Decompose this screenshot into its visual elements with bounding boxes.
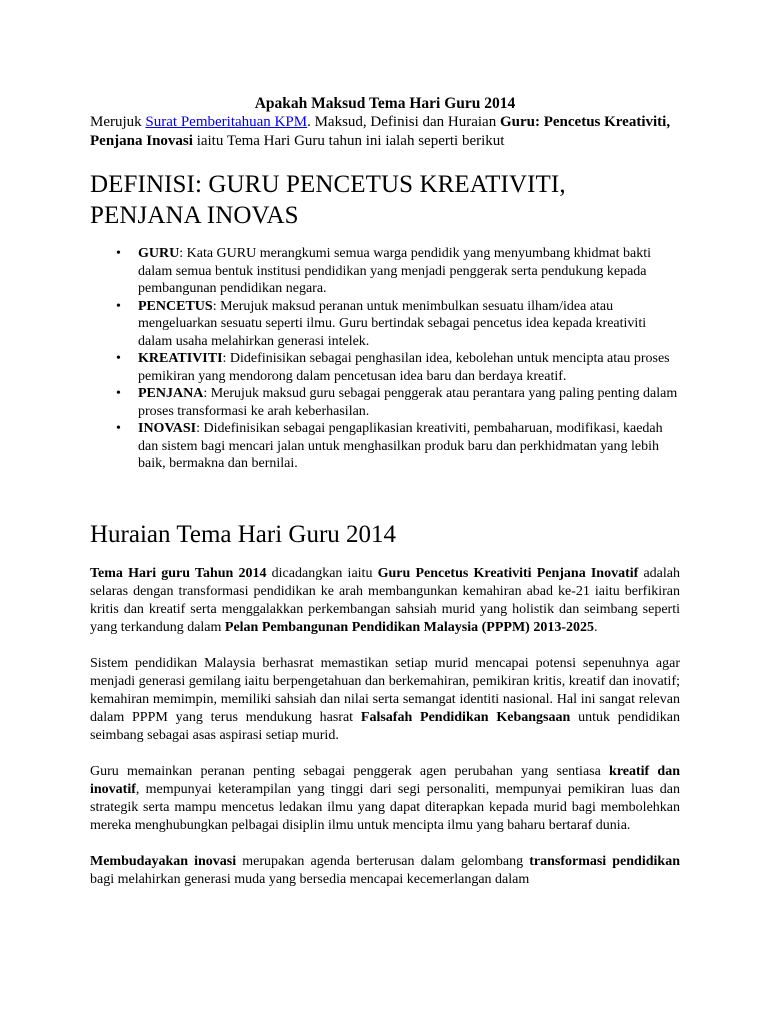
- bullet-icon: •: [116, 298, 121, 314]
- definition-term: INOVASI: [138, 421, 197, 436]
- kpm-notice-link[interactable]: Surat Pemberitahuan KPM: [145, 114, 308, 130]
- bold-phrase: kreatif dan inovatif: [90, 763, 680, 797]
- definition-text: : Didefinisikan sebagai pengaplikasian kreativiti, pembaharuan, modifikasi, kaedah dan sistem bagi mencari jalan untuk menghasilkan produk baru dan perkhidmatan yang lebih baik, bermakna dan bernilai.: [138, 421, 663, 471]
- definition-term: PENJANA: [138, 386, 204, 401]
- definition-item-inovasi: [116, 420, 680, 473]
- definition-text: : Merujuk maksud guru sebagai penggerak atau perantara yang paling penting dalam proses transformasi ke arah keberhasilan.: [138, 386, 678, 419]
- bullet-icon: •: [116, 351, 121, 366]
- paragraph-innovation: [90, 853, 680, 889]
- definition-item-pencetus: [116, 298, 680, 351]
- intro-paragraph: [90, 113, 680, 151]
- paragraph-text: .: [593, 619, 598, 635]
- bold-phrase: Falsafah Pendidikan Kebangsaan: [360, 709, 571, 725]
- document-title: Apakah Maksud Tema Hari Guru 2014: [254, 95, 516, 112]
- definition-term: PENCETUS: [138, 298, 213, 314]
- definition-text: : Merujuk maksud peranan untuk menimbulkan sesuatu ilham/idea atau mengeluarkan sesuatu seperti ilmu. Guru bertindak sebagai pencetus idea kepada kreativiti dalam usaha melahirkan generasi intelek.: [138, 298, 647, 349]
- bold-phrase: Tema Hari guru Tahun 2014: [90, 565, 267, 581]
- bullet-icon: •: [116, 386, 121, 401]
- bold-phrase: Membudayakan inovasi: [90, 853, 237, 869]
- bullet-icon: •: [116, 421, 121, 436]
- paragraph-text: adalah selaras dengan transformasi pendidikan ke arah membangunkan kemahiran abad ke-21 iaitu berfikiran kritis dan kreatif serta menggalakkan perkembangan sahsiah murid yang holistik dan seimbang seperti yang terkandung dalam: [90, 565, 681, 635]
- huraian-heading: Huraian Tema Hari Guru 2014: [90, 520, 397, 548]
- intro-prefix: Merujuk: [90, 114, 146, 130]
- definition-heading: DEFINISI: GURU PENCETUS KREATIVITI, PENJANA INOVAS: [90, 171, 566, 229]
- bullet-icon: •: [116, 246, 121, 261]
- intro-theme-bold: Guru: Pencetus Kreativiti, Penjana Inovasi: [90, 114, 671, 149]
- definition-item-guru: [116, 245, 680, 298]
- intro-suffix: iaitu Tema Hari Guru tahun ini ialah seperti berikut: [192, 133, 505, 149]
- definition-term: KREATIVITI: [138, 351, 223, 366]
- paragraph-text: merupakan agenda berterusan dalam gelombang: [236, 853, 530, 869]
- bold-phrase: Guru Pencetus Kreativiti Penjana Inovatif: [377, 565, 639, 581]
- definition-term: GURU: [138, 246, 180, 261]
- paragraph-text: , mempunyai keterampilan yang tinggi dari segi personaliti, mempunyai pemikiran luas dan strategik serta mampu mencetus ledakan ilmu yang dapat diterapkan kepada murid bagi membolehkan mereka menghubungkan pelbagai disiplin ilmu untuk mencipta ilmu yang baharu bertaraf dunia.: [90, 781, 680, 833]
- bold-phrase: Pelan Pembangunan Pendidikan Malaysia (PPPM) 2013-2025: [224, 619, 594, 635]
- paragraph-teacher-role: [90, 763, 680, 835]
- intro-mid: . Maksud, Definisi dan Huraian: [307, 114, 500, 130]
- definition-text: : Didefinisikan sebagai penghasilan idea, kebolehan untuk mencipta atau proses pemikiran yang mendorong dalam pencetusan idea baru dan berdaya kreatif.: [138, 351, 670, 384]
- paragraph-theme: [90, 565, 680, 637]
- definition-text: : Kata GURU merangkumi semua warga pendidik yang menyumbang khidmat bakti dalam semua bentuk institusi pendidikan yang menjadi penggerak serta pendukung kepada pembangunan pendidikan negara.: [138, 246, 651, 296]
- paragraph-education-system: [90, 655, 680, 745]
- paragraph-text: dicadangkan iaitu: [266, 565, 378, 581]
- bold-phrase: transformasi pendidikan: [529, 853, 680, 869]
- definition-list: [90, 245, 680, 473]
- paragraph-text: Sistem pendidikan Malaysia berhasrat memastikan setiap murid mencapai potensi sepenuhnya agar menjadi generasi gemilang iaitu berpengetahuan dan berkemahiran, pemikiran kritis, kreatif dan inovatif; kemahiran memimpin, memiliki sahsiah dan nilai serta semangat identiti nasional. Hal ini sangat relevan dalam PPPM yang terus mendukung hasrat: [90, 655, 680, 725]
- paragraph-text: untuk pendidikan seimbang sebagai asas aspirasi setiap murid.: [90, 709, 680, 743]
- paragraph-text: bagi melahirkan generasi muda yang bersedia mencapai kecemerlangan dalam: [90, 871, 530, 887]
- definition-item-kreativiti: [116, 350, 680, 385]
- paragraph-text: Guru memainkan peranan penting sebagai penggerak agen perubahan yang sentiasa: [90, 763, 610, 779]
- definition-item-penjana: [116, 385, 680, 420]
